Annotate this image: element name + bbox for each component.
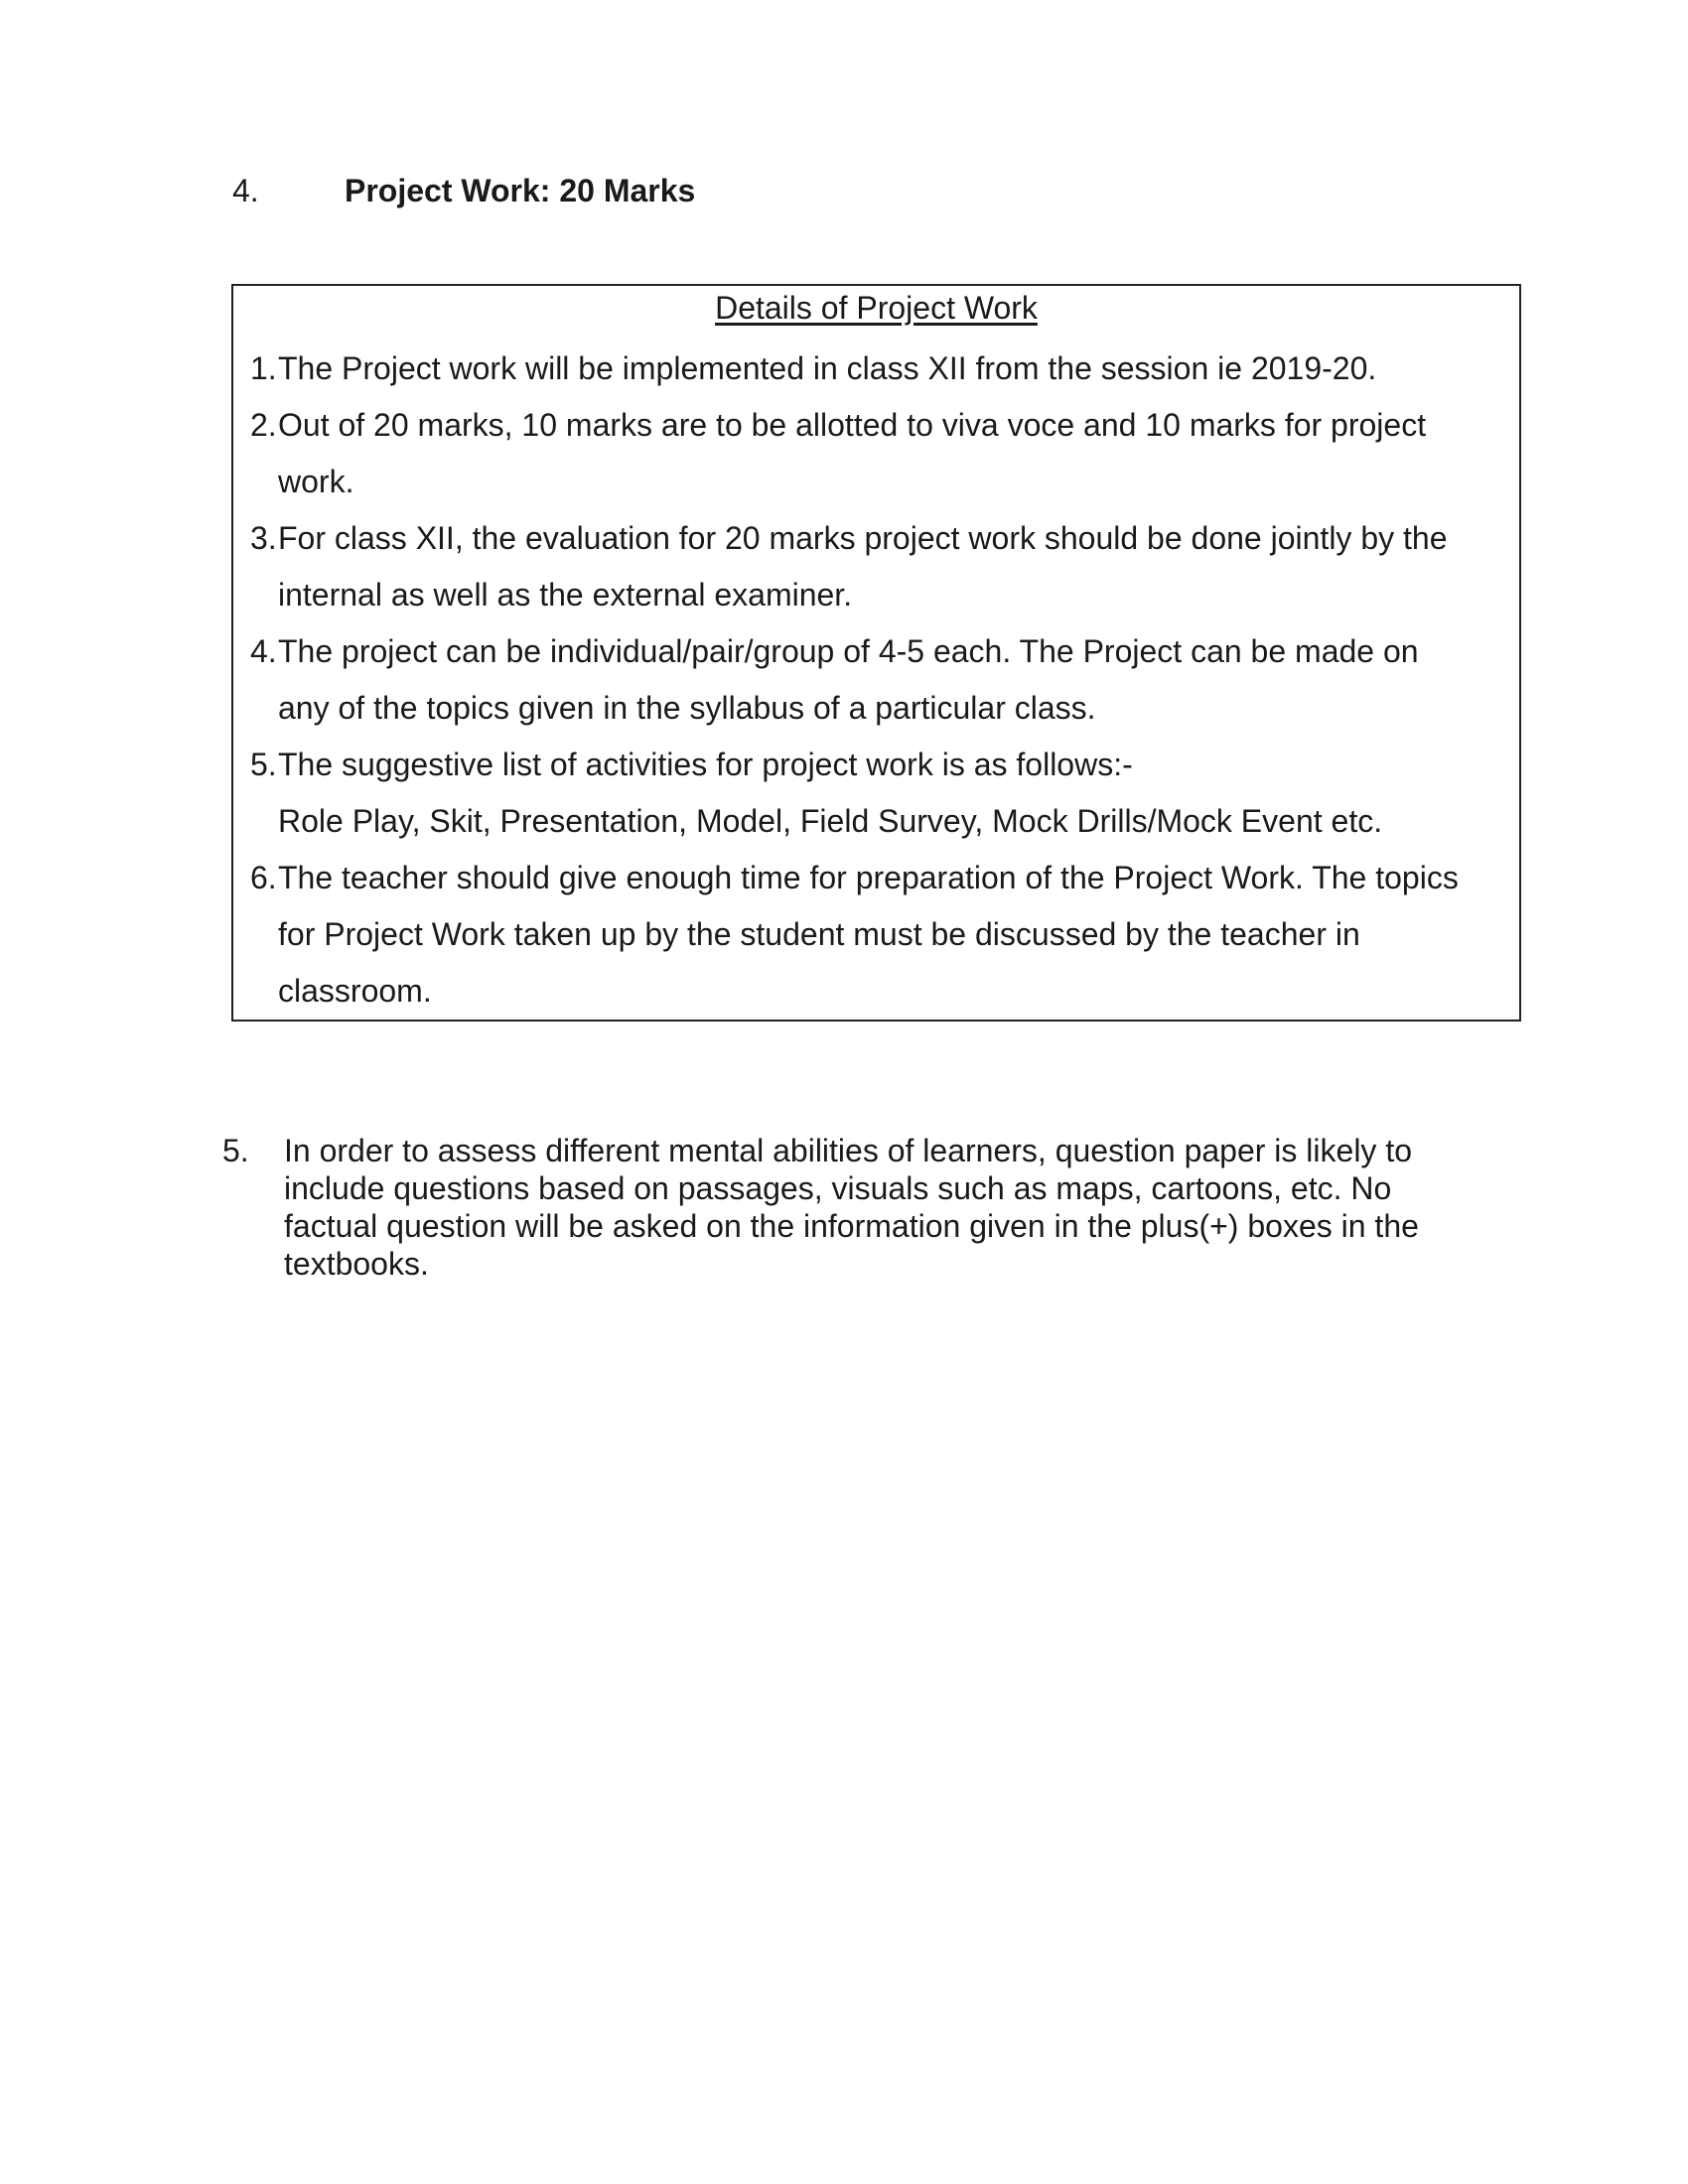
list-item bbox=[250, 397, 1511, 510]
note-line: include questions based on passages, visuals such as maps, cartoons, etc. No bbox=[284, 1170, 1392, 1206]
item-line: for Project Work taken up by the student must be discussed by the teacher in bbox=[278, 916, 1360, 952]
list-item bbox=[250, 623, 1511, 737]
item-line: internal as well as the external examiner. bbox=[278, 577, 853, 613]
note-line: In order to assess different mental abilities of learners, question paper is likely to bbox=[284, 1133, 1412, 1168]
item-line: The project can be individual/pair/group of 4-5 each. The Project can be made on bbox=[278, 633, 1419, 669]
note-line: textbooks. bbox=[284, 1246, 429, 1282]
item-line: any of the topics given in the syllabus of a particular class. bbox=[278, 690, 1096, 726]
details-list bbox=[250, 341, 1511, 1020]
item-line: Out of 20 marks, 10 marks are to be allotted to viva voce and 10 marks for project bbox=[278, 407, 1427, 443]
details-title: Details of Project Work bbox=[715, 290, 1038, 326]
item-line: The suggestive list of activities for project work is as follows:- bbox=[278, 747, 1133, 782]
section-title: Project Work: 20 Marks bbox=[345, 173, 696, 208]
item-number: 2. bbox=[250, 407, 277, 443]
section-number: 4. bbox=[232, 173, 259, 208]
list-item bbox=[250, 737, 1511, 850]
item-line: Role Play, Skit, Presentation, Model, Field Survey, Mock Drills/Mock Event etc. bbox=[278, 803, 1383, 839]
list-item bbox=[250, 510, 1511, 623]
item-line: The Project work will be implemented in class XII from the session ie 2019-20. bbox=[278, 350, 1377, 386]
section-number: 5. bbox=[222, 1133, 249, 1168]
item-line: The teacher should give enough time for preparation of the Project Work. The topics bbox=[278, 860, 1459, 895]
item-number: 3. bbox=[250, 520, 277, 556]
list-item bbox=[250, 850, 1511, 1020]
item-line: classroom. bbox=[278, 973, 432, 1009]
list-item bbox=[250, 341, 1511, 397]
item-line: work. bbox=[278, 464, 354, 499]
item-number: 1. bbox=[250, 350, 277, 386]
item-line: For class XII, the evaluation for 20 marks project work should be done jointly by the bbox=[278, 520, 1448, 556]
item-number: 6. bbox=[250, 860, 277, 895]
item-number: 5. bbox=[250, 747, 277, 782]
note-line: factual question will be asked on the information given in the plus(+) boxes in the bbox=[284, 1208, 1419, 1244]
item-number: 4. bbox=[250, 633, 277, 669]
project-details-box bbox=[231, 284, 1521, 1022]
note-text bbox=[284, 1132, 1511, 1283]
